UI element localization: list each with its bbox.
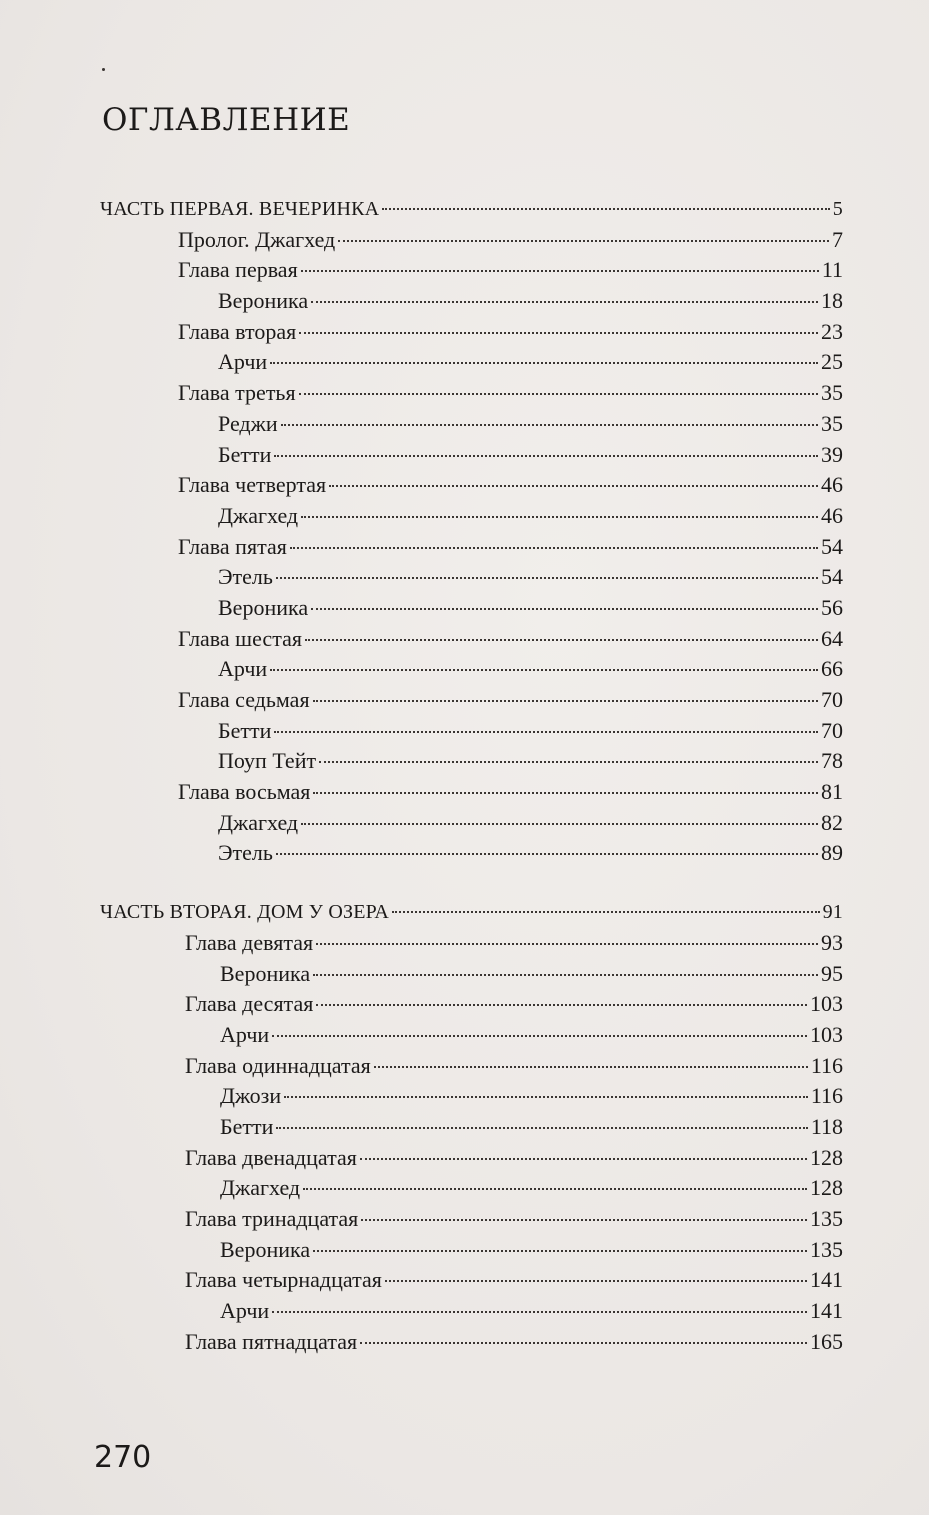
toc-entry-list xyxy=(100,225,843,869)
toc-page-number: 35 xyxy=(821,380,843,406)
toc-entry-label: Глава десятая xyxy=(185,991,314,1017)
dot-leader xyxy=(319,761,818,763)
toc-part-1 xyxy=(100,194,843,869)
dot-leader xyxy=(385,1280,807,1282)
dot-leader xyxy=(361,1219,807,1221)
toc-entry[interactable] xyxy=(100,1296,843,1327)
toc-page-number: 82 xyxy=(821,809,843,835)
toc-page-number: 91 xyxy=(822,901,843,924)
toc-part-label: ЧАСТЬ ВТОРАЯ. ДОМ У ОЗЕРА xyxy=(100,901,390,924)
dot-leader xyxy=(338,240,829,242)
dot-leader xyxy=(305,639,818,641)
dot-leader xyxy=(311,608,818,610)
toc-part-heading[interactable] xyxy=(100,194,843,225)
dot-leader xyxy=(270,669,818,671)
toc-entry-label: Этель xyxy=(218,840,273,866)
toc-entry-label: Глава третья xyxy=(178,380,296,406)
toc-entry[interactable] xyxy=(100,317,843,348)
dot-leader xyxy=(316,1004,807,1006)
toc-page-number: 141 xyxy=(810,1298,843,1324)
page-title: ОГЛАВЛЕНИЕ xyxy=(102,102,351,138)
dot-leader xyxy=(313,792,818,794)
toc-entry-label: Джагхед xyxy=(220,1175,301,1201)
dot-leader xyxy=(276,853,818,855)
dot-leader xyxy=(274,455,818,457)
toc-entry[interactable] xyxy=(100,1051,843,1082)
toc-entry-label: Джози xyxy=(220,1083,282,1109)
toc-entry-label: Глава первая xyxy=(178,257,298,283)
toc-entry[interactable] xyxy=(100,746,843,777)
dot-leader xyxy=(270,362,818,364)
toc-entry-label: Глава одиннадцатая xyxy=(185,1052,371,1078)
toc-entry-label: Глава девятая xyxy=(185,929,314,955)
dot-leader xyxy=(281,424,818,426)
dot-leader xyxy=(382,208,829,210)
toc-entry[interactable] xyxy=(100,1235,843,1266)
toc-page-number: 35 xyxy=(821,410,843,436)
toc-page-number: 93 xyxy=(821,929,843,955)
toc-page-number: 70 xyxy=(821,717,843,743)
toc-entry[interactable] xyxy=(100,838,843,869)
toc-page-number: 165 xyxy=(810,1328,843,1354)
toc-entry[interactable] xyxy=(100,1112,843,1143)
toc-page-number: 116 xyxy=(810,1052,843,1078)
toc-entry-list xyxy=(100,928,843,1358)
toc-page-number: 135 xyxy=(810,1236,843,1262)
toc-entry[interactable] xyxy=(100,685,843,716)
toc-entry[interactable] xyxy=(100,654,843,685)
toc-entry[interactable] xyxy=(100,470,843,501)
toc-entry[interactable] xyxy=(100,1081,843,1112)
dot-leader xyxy=(316,943,818,945)
toc-page-number: 95 xyxy=(821,960,843,986)
toc-entry[interactable] xyxy=(100,1265,843,1296)
toc-entry[interactable] xyxy=(100,562,843,593)
toc-entry-label: Вероника xyxy=(218,288,309,314)
toc-entry-label: Арчи xyxy=(220,1021,270,1047)
toc-page-number: 118 xyxy=(810,1113,843,1139)
toc-entry[interactable] xyxy=(100,501,843,532)
toc-page-number: 23 xyxy=(821,318,843,344)
toc-page-number: 116 xyxy=(810,1083,843,1109)
toc-entry[interactable] xyxy=(100,716,843,747)
toc-entry[interactable] xyxy=(100,1143,843,1174)
toc-entry-label: Глава шестая xyxy=(178,625,302,651)
toc-page-number: 54 xyxy=(821,564,843,590)
toc-page-number: 54 xyxy=(821,533,843,559)
toc-page-number: 135 xyxy=(810,1206,843,1231)
toc-entry-label: Бетти xyxy=(218,441,272,467)
toc-entry[interactable] xyxy=(100,989,843,1020)
dot-leader xyxy=(301,516,818,518)
toc-entry[interactable] xyxy=(100,286,843,317)
toc-entry[interactable] xyxy=(100,1204,843,1235)
toc-page-number: 39 xyxy=(821,441,843,467)
toc-entry[interactable] xyxy=(100,777,843,808)
toc-entry-label: Вероника xyxy=(220,960,311,986)
dot-leader xyxy=(290,547,818,549)
toc-entry[interactable] xyxy=(100,409,843,440)
dot-leader xyxy=(272,1311,807,1313)
toc-entry-label: Бетти xyxy=(220,1113,274,1139)
page-folio-number: 270 xyxy=(94,1440,152,1475)
toc-entry-label: Поуп Тейт xyxy=(218,748,317,774)
toc-page-number: 5 xyxy=(832,198,843,220)
toc-entry-label: Вероника xyxy=(218,594,309,620)
toc-entry[interactable] xyxy=(100,624,843,655)
dot-leader xyxy=(276,577,818,579)
dot-leader xyxy=(303,1188,807,1190)
toc-entry-label: Глава четвертая xyxy=(178,472,327,498)
toc-entry[interactable] xyxy=(100,225,843,256)
toc-page-number: 56 xyxy=(821,594,843,620)
toc-page-number: 11 xyxy=(821,257,843,283)
dot-leader xyxy=(313,974,818,976)
toc-page-number: 7 xyxy=(832,226,843,252)
toc-entry-label: Джагхед xyxy=(218,502,299,528)
toc-page-number: 128 xyxy=(810,1175,843,1201)
dot-leader xyxy=(311,301,818,303)
toc-page-number: 18 xyxy=(821,288,843,314)
toc-entry-label: Глава восьмая xyxy=(178,779,311,805)
dot-leader xyxy=(299,393,818,395)
dot-leader xyxy=(272,1035,807,1037)
dot-leader xyxy=(301,270,819,272)
dot-leader xyxy=(313,700,818,702)
dot-leader xyxy=(329,485,818,487)
toc-entry-label: Арчи xyxy=(218,349,268,375)
toc-entry[interactable] xyxy=(100,440,843,471)
toc-page-number: 25 xyxy=(821,349,843,375)
toc-page-number: 141 xyxy=(810,1267,843,1293)
dot-leader xyxy=(392,911,820,913)
toc-entry-label: Этель xyxy=(218,564,273,590)
dot-leader xyxy=(284,1096,808,1098)
toc-entry-label: Арчи xyxy=(218,656,268,682)
toc-entry-label: Глава пятнадцатая xyxy=(185,1328,358,1354)
toc-entry[interactable] xyxy=(100,1173,843,1204)
dot-leader xyxy=(313,1250,807,1252)
print-speck xyxy=(102,68,105,71)
toc-entry-label: Реджи xyxy=(218,410,278,436)
toc-page-number: 103 xyxy=(810,1021,843,1047)
toc-part-heading[interactable] xyxy=(100,897,843,928)
toc-page-number: 46 xyxy=(821,502,843,528)
toc-page-number: 78 xyxy=(821,748,843,774)
toc-entry-label: Пролог. Джагхед xyxy=(178,226,336,252)
dot-leader xyxy=(374,1066,808,1068)
table-of-contents xyxy=(100,194,843,1357)
toc-entry[interactable] xyxy=(100,808,843,839)
toc-entry-label: Бетти xyxy=(218,717,272,743)
toc-page-number: 64 xyxy=(821,625,843,651)
toc-page-number: 89 xyxy=(821,840,843,866)
toc-entry[interactable] xyxy=(100,593,843,624)
dot-leader xyxy=(301,823,818,825)
toc-entry-label: Глава тринадцатая xyxy=(185,1206,359,1231)
dot-leader xyxy=(276,1127,807,1129)
toc-entry-label: Джагхед xyxy=(218,809,299,835)
toc-entry-label: Глава седьмая xyxy=(178,687,310,712)
toc-entry-label: Арчи xyxy=(220,1298,270,1324)
toc-entry-label: Вероника xyxy=(220,1236,311,1262)
toc-page-number: 70 xyxy=(821,687,843,712)
toc-page-number: 81 xyxy=(821,779,843,805)
toc-entry[interactable] xyxy=(100,1020,843,1051)
toc-entry[interactable] xyxy=(100,1327,843,1358)
toc-entry[interactable] xyxy=(100,959,843,990)
toc-part-label: ЧАСТЬ ПЕРВАЯ. ВЕЧЕРИНКА xyxy=(100,198,380,220)
toc-page-number: 66 xyxy=(821,656,843,682)
toc-entry[interactable] xyxy=(100,347,843,378)
toc-part-2 xyxy=(100,897,843,1357)
toc-page-number: 128 xyxy=(810,1144,843,1170)
toc-entry[interactable] xyxy=(100,532,843,563)
dot-leader xyxy=(274,731,818,733)
dot-leader xyxy=(360,1158,807,1160)
toc-entry[interactable] xyxy=(100,255,843,286)
dot-leader xyxy=(360,1342,807,1344)
toc-page-number: 103 xyxy=(810,991,843,1017)
toc-entry-label: Глава вторая xyxy=(178,318,297,344)
toc-entry[interactable] xyxy=(100,928,843,959)
toc-entry-label: Глава четырнадцатая xyxy=(185,1267,382,1293)
toc-entry[interactable] xyxy=(100,378,843,409)
toc-entry-label: Глава пятая xyxy=(178,533,287,559)
toc-page-number: 46 xyxy=(821,472,843,498)
dot-leader xyxy=(299,332,818,334)
toc-entry-label: Глава двенадцатая xyxy=(185,1144,357,1170)
